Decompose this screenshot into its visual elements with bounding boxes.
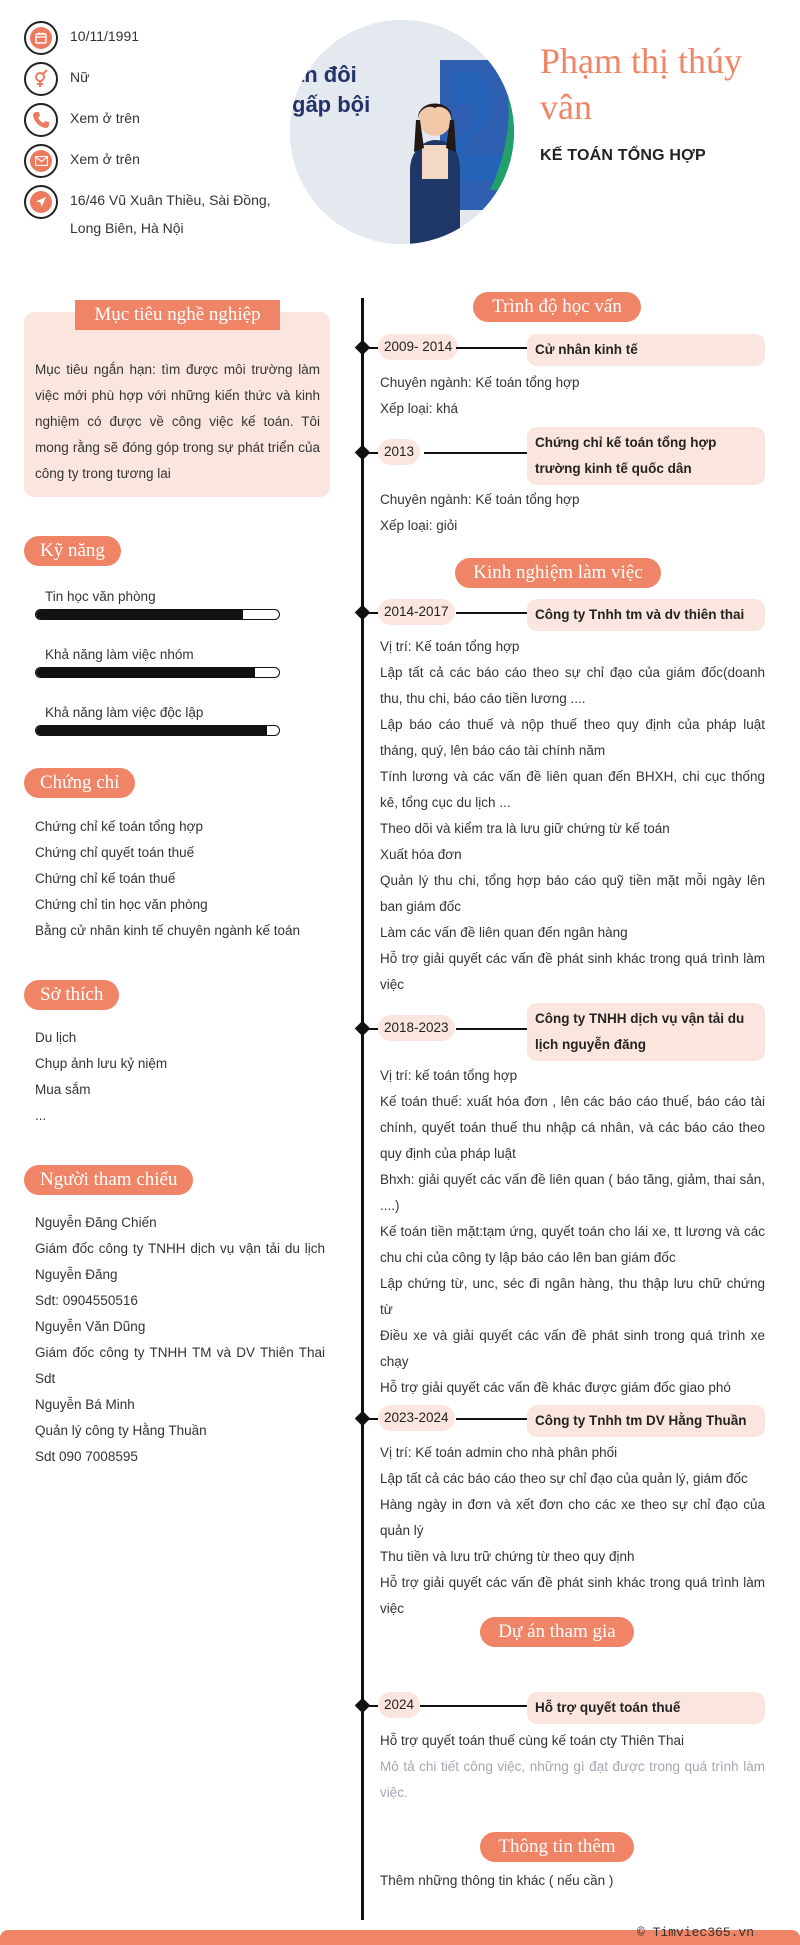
entry-description xyxy=(380,1063,765,1401)
desc-line: Thu tiền và lưu trữ chứng từ theo quy định xyxy=(380,1549,635,1564)
skill-bar-fill xyxy=(36,610,243,619)
email-text: Xem ở trên xyxy=(70,151,140,167)
list-item: ... xyxy=(35,1108,47,1123)
desc-line: Chuyên ngành: Kế toán tổng hợp xyxy=(380,492,580,507)
desc-line: Vị trí: Kế toán tổng hợp xyxy=(380,639,520,654)
timeline-tick xyxy=(364,452,378,454)
desc-line: Lập tất cả các báo cáo theo sự chỉ đạo của quản lý, giám đốc xyxy=(380,1471,748,1486)
desc-line: Hỗ trợ quyết toán thuế cùng kế toán cty Thiên Thai xyxy=(380,1733,685,1748)
photo-banner-line-1: ân đôi xyxy=(292,62,357,87)
desc-line: Hỗ trợ giải quyết các vấn đề phát sinh khác trong quá trình làm việc xyxy=(380,1575,765,1616)
list-item: Chứng chỉ kế toán tổng hợp xyxy=(35,819,203,834)
date-label: 2024 xyxy=(378,1692,420,1718)
phone-icon xyxy=(24,103,58,137)
timeline-connector xyxy=(456,1028,527,1030)
org-title: Công ty Tnhh tm DV Hằng Thuần xyxy=(527,1405,765,1437)
birthday-text: 10/11/1991 xyxy=(70,28,140,44)
desc-line: Hỗ trợ giải quyết các vấn đề phát sinh khác trong quá trình làm việc xyxy=(380,951,765,992)
additional-text: Thêm những thông tin khác ( nếu cần ) xyxy=(380,1873,614,1888)
photo-banner-line-2: gấp bội xyxy=(292,92,371,117)
entry-description xyxy=(380,1440,765,1622)
list-item: Nguyễn Văn Dũng xyxy=(35,1319,146,1334)
hobbies-heading: Sở thích xyxy=(24,980,119,1010)
skill-bar-fill xyxy=(36,726,267,735)
timeline-tick xyxy=(364,1418,378,1420)
desc-line: Điều xe và giải quyết các vấn đề phát sinh trong quá trình xe chạy xyxy=(380,1328,765,1369)
desc-line: Quản lý thu chi, tổng hợp báo cáo quỹ tiền mặt mỗi ngày lên ban giám đốc xyxy=(380,873,765,914)
education-heading: Trình độ học vấn xyxy=(473,292,641,322)
desc-line: Vị trí: kế toán tổng hợp xyxy=(380,1068,518,1083)
list-item: Giám đốc công ty TNHH TM và DV Thiên Thai Sdt xyxy=(35,1345,325,1386)
certificates-list xyxy=(35,814,330,944)
timeline-connector xyxy=(456,347,527,349)
skill-bar xyxy=(35,725,280,736)
desc-line: Tính lương và các vấn đề liên quan đến BHXH, chi cục thống kê, tổng cục du lịch ... xyxy=(380,769,765,810)
phone-text: Xem ở trên xyxy=(70,110,140,126)
org-title: Công ty Tnhh tm và dv thiên thai xyxy=(527,599,765,631)
desc-line: Xếp loại: giỏi xyxy=(380,518,458,533)
skills-heading: Kỹ năng xyxy=(24,536,121,566)
org-title: Chứng chỉ kế toán tổng hợp trường kinh tế quốc dân xyxy=(527,427,765,485)
address-text xyxy=(70,185,271,244)
date-label: 2014-2017 xyxy=(378,599,455,625)
list-item: Mua sắm xyxy=(35,1082,91,1097)
list-item: Bằng cử nhân kinh tế chuyên ngành kế toán xyxy=(35,923,300,938)
certificates-heading: Chứng chỉ xyxy=(24,768,135,798)
timeline-tick xyxy=(364,347,378,349)
skill-label: Khả năng làm việc độc lập xyxy=(45,705,204,720)
org-title: Cử nhân kinh tế xyxy=(527,334,765,366)
career-goal-heading: Mục tiêu nghề nghiệp xyxy=(75,300,280,330)
desc-line: Hỗ trợ giải quyết các vấn đề khác được giám đốc giao phó xyxy=(380,1380,731,1395)
desc-line: Bhxh: giải quyết các vấn đề liên quan ( báo tăng, giảm, thai sản, ....) xyxy=(380,1172,765,1213)
desc-line: Lập chứng từ, unc, séc đi ngân hàng, thu thập lưu chữ chứng từ xyxy=(380,1276,765,1317)
timeline-connector xyxy=(456,612,527,614)
list-item: Du lịch xyxy=(35,1030,77,1045)
entry-description xyxy=(380,1728,765,1806)
list-item: Chứng chỉ quyết toán thuế xyxy=(35,845,195,860)
timeline-tick xyxy=(364,1028,378,1030)
contact-address xyxy=(24,185,271,244)
contact-email xyxy=(24,144,140,178)
skill-bar xyxy=(35,609,280,620)
list-item: Quản lý công ty Hằng Thuần xyxy=(35,1423,207,1438)
gender-icon xyxy=(24,62,58,96)
hobbies-list xyxy=(35,1025,330,1129)
address-line-1: 16/46 Vũ Xuân Thiều, Sài Đồng, xyxy=(70,192,271,208)
list-item: Sdt 090 7008595 xyxy=(35,1449,138,1464)
date-label: 2013 xyxy=(378,439,420,465)
contact-birthday xyxy=(24,21,139,55)
desc-line: Kế toán thuế: xuất hóa đơn , lên các báo cáo thuế, báo cáo tài chính, quyết toán thuế thu nhập cá nhân, và các báo cáo theo quy định của pháp luật xyxy=(380,1094,765,1161)
org-title: Công ty TNHH dịch vụ vận tải du lịch nguyễn đăng xyxy=(527,1003,765,1061)
gender-text: Nữ xyxy=(70,69,90,85)
desc-line: Vị trí: Kế toán admin cho nhà phân phối xyxy=(380,1445,618,1460)
address-line-2: Long Biên, Hà Nội xyxy=(70,220,184,236)
entry-description xyxy=(380,634,765,998)
date-label: 2018-2023 xyxy=(378,1015,455,1041)
org-title: Hỗ trợ quyết toán thuế xyxy=(527,1692,765,1724)
projects-heading: Dự án tham gia xyxy=(480,1617,634,1647)
candidate-name: Phạm thị thúy vân xyxy=(540,41,743,127)
career-goal-text: Mục tiêu ngắn hạn: tìm được môi trường làm việc mới phù hợp với những kiến thức và kinh nghiệm có được về công việc kế toán. Tôi mong rằng sẽ đóng góp trong sự phát triển của công ty trong tương lai xyxy=(35,362,320,481)
desc-line: Xếp loại: khá xyxy=(380,401,459,416)
list-item: Nguyễn Đăng Chiến xyxy=(35,1215,157,1230)
desc-line: Lập tất cả các báo cáo theo sự chỉ đạo của giám đốc(doanh thu, thu chi, báo cáo tiền lương .... xyxy=(380,665,765,706)
date-label: 2009- 2014 xyxy=(378,334,458,360)
skill-bar-fill xyxy=(36,668,255,677)
desc-line: Hàng ngày in đơn và xết đơn cho các xe theo sự chỉ đạo của quản lý xyxy=(380,1497,765,1538)
list-item: Sdt: 0904550516 xyxy=(35,1293,138,1308)
timeline-connector xyxy=(456,1418,527,1420)
desc-line: Theo dõi và kiểm tra là lưu giữ chứng từ kế toán xyxy=(380,821,670,836)
avatar xyxy=(290,20,514,244)
timeline-line xyxy=(361,298,364,1920)
list-item: Chứng chỉ kế toán thuế xyxy=(35,871,176,886)
copyright-text: © Timviec365.vn xyxy=(637,1925,755,1940)
email-icon xyxy=(24,144,58,178)
job-title: KẾ TOÁN TỔNG HỢP xyxy=(540,147,706,164)
list-item: Nguyễn Bá Minh xyxy=(35,1397,135,1412)
references-list xyxy=(35,1210,325,1470)
timeline-connector xyxy=(420,1705,527,1707)
timeline-connector xyxy=(424,452,527,454)
contact-phone xyxy=(24,103,140,137)
desc-placeholder: Mô tả chi tiết công việc, những gì đạt được trong quá trình làm việc. xyxy=(380,1759,765,1800)
timeline-tick xyxy=(364,612,378,614)
references-heading: Người tham chiếu xyxy=(24,1165,193,1195)
desc-line: Chuyên ngành: Kế toán tổng hợp xyxy=(380,375,580,390)
additional-heading: Thông tin thêm xyxy=(480,1832,634,1862)
skill-label: Khả năng làm việc nhóm xyxy=(45,647,194,662)
date-label: 2023-2024 xyxy=(378,1405,455,1431)
entry-description xyxy=(380,370,765,422)
timeline-tick xyxy=(364,1705,378,1707)
contact-gender xyxy=(24,62,89,96)
desc-line: Làm các vấn đề liên quan đến ngân hàng xyxy=(380,925,628,940)
calendar-icon xyxy=(24,21,58,55)
list-item: Chứng chỉ tin học văn phòng xyxy=(35,897,208,912)
experience-heading: Kinh nghiệm làm việc xyxy=(455,558,661,588)
list-item: Giám đốc công ty TNHH dịch vụ vận tải du lịch Nguyễn Đăng xyxy=(35,1241,325,1282)
desc-line: Kế toán tiền mặt:tạm ứng, quyết toán cho lái xe, tt lương và các chu chi của công ty lập báo cáo lên ban giám đốc xyxy=(380,1224,765,1265)
skill-bar xyxy=(35,667,280,678)
location-icon xyxy=(24,185,58,219)
desc-line: Lập báo cáo thuế và nộp thuế theo quy định của pháp luật tháng, quý, lên báo cáo tài chính năm xyxy=(380,717,765,758)
desc-line: Xuất hóa đơn xyxy=(380,847,462,862)
list-item: Chụp ảnh lưu kỷ niệm xyxy=(35,1056,168,1071)
skill-label: Tin học văn phòng xyxy=(45,589,156,604)
entry-description xyxy=(380,487,765,539)
